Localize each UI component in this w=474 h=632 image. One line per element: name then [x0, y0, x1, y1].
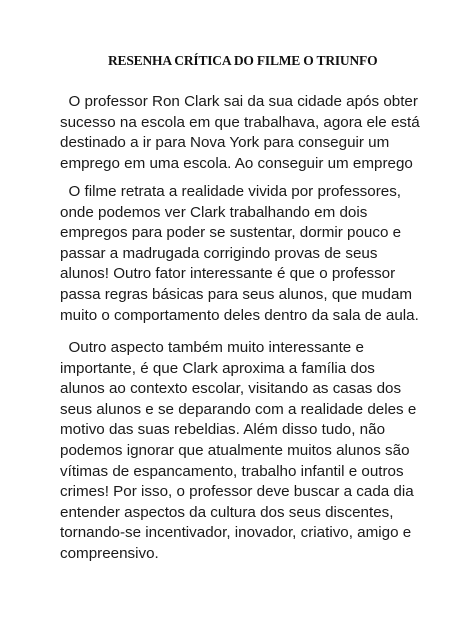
- paragraph-1: [60, 92, 460, 174]
- text-line: passar a madrugada corrigindo provas de seus: [60, 244, 378, 262]
- text-line: destinado a ir para Nova York para conseguir um: [60, 134, 390, 152]
- text-line: crimes! Por isso, o professor deve buscar a cada dia: [60, 483, 414, 501]
- text-line: onde podemos ver Clark trabalhando em dois: [60, 203, 368, 221]
- text-line: sucesso na escola em que trabalhava, agora ele está: [60, 113, 420, 131]
- text-line: seus alunos e se deparando com a realidade deles e: [60, 400, 417, 418]
- text-line: empregos para poder se sustentar, dormir pouco e: [60, 224, 402, 242]
- text-line: Outro aspecto também muito interessante e: [60, 339, 364, 356]
- text-line: podemos ignorar que atualmente muitos alunos são: [60, 441, 410, 459]
- text-line: O filme retrata a realidade vivida por professores,: [60, 183, 402, 200]
- document-title: RESENHA CRÍTICA DO FILME O TRIUNFO: [108, 53, 378, 68]
- text-line: motivo das suas rebeldias. Além disso tudo, não: [60, 421, 386, 439]
- paragraph-2: [60, 182, 460, 326]
- text-line: compreensivo.: [60, 544, 159, 562]
- paragraph-3: [60, 338, 460, 565]
- text-line: emprego em uma escola. Ao conseguir um emprego: [60, 154, 413, 172]
- text-line: alunos! Outro fator interessante é que o professor: [60, 265, 396, 283]
- text-line: alunos ao contexto escolar, visitando as casas dos: [60, 380, 402, 398]
- text-line: entender aspectos da cultura dos seus discentes,: [60, 503, 394, 521]
- text-line: passa regras básicas para seus alunos, que mudam: [60, 285, 413, 303]
- text-line: vítimas de espancamento, trabalho infantil e outros: [60, 462, 404, 480]
- text-line: O professor Ron Clark sai da sua cidade após obter: [60, 93, 418, 110]
- text-line: muito o comportamento deles dentro da sala de aula.: [60, 306, 419, 324]
- text-line: tornando-se incentivador, inovador, criativo, amigo e: [60, 524, 412, 542]
- text-line: importante, é que Clark aproxima a família dos: [60, 359, 375, 377]
